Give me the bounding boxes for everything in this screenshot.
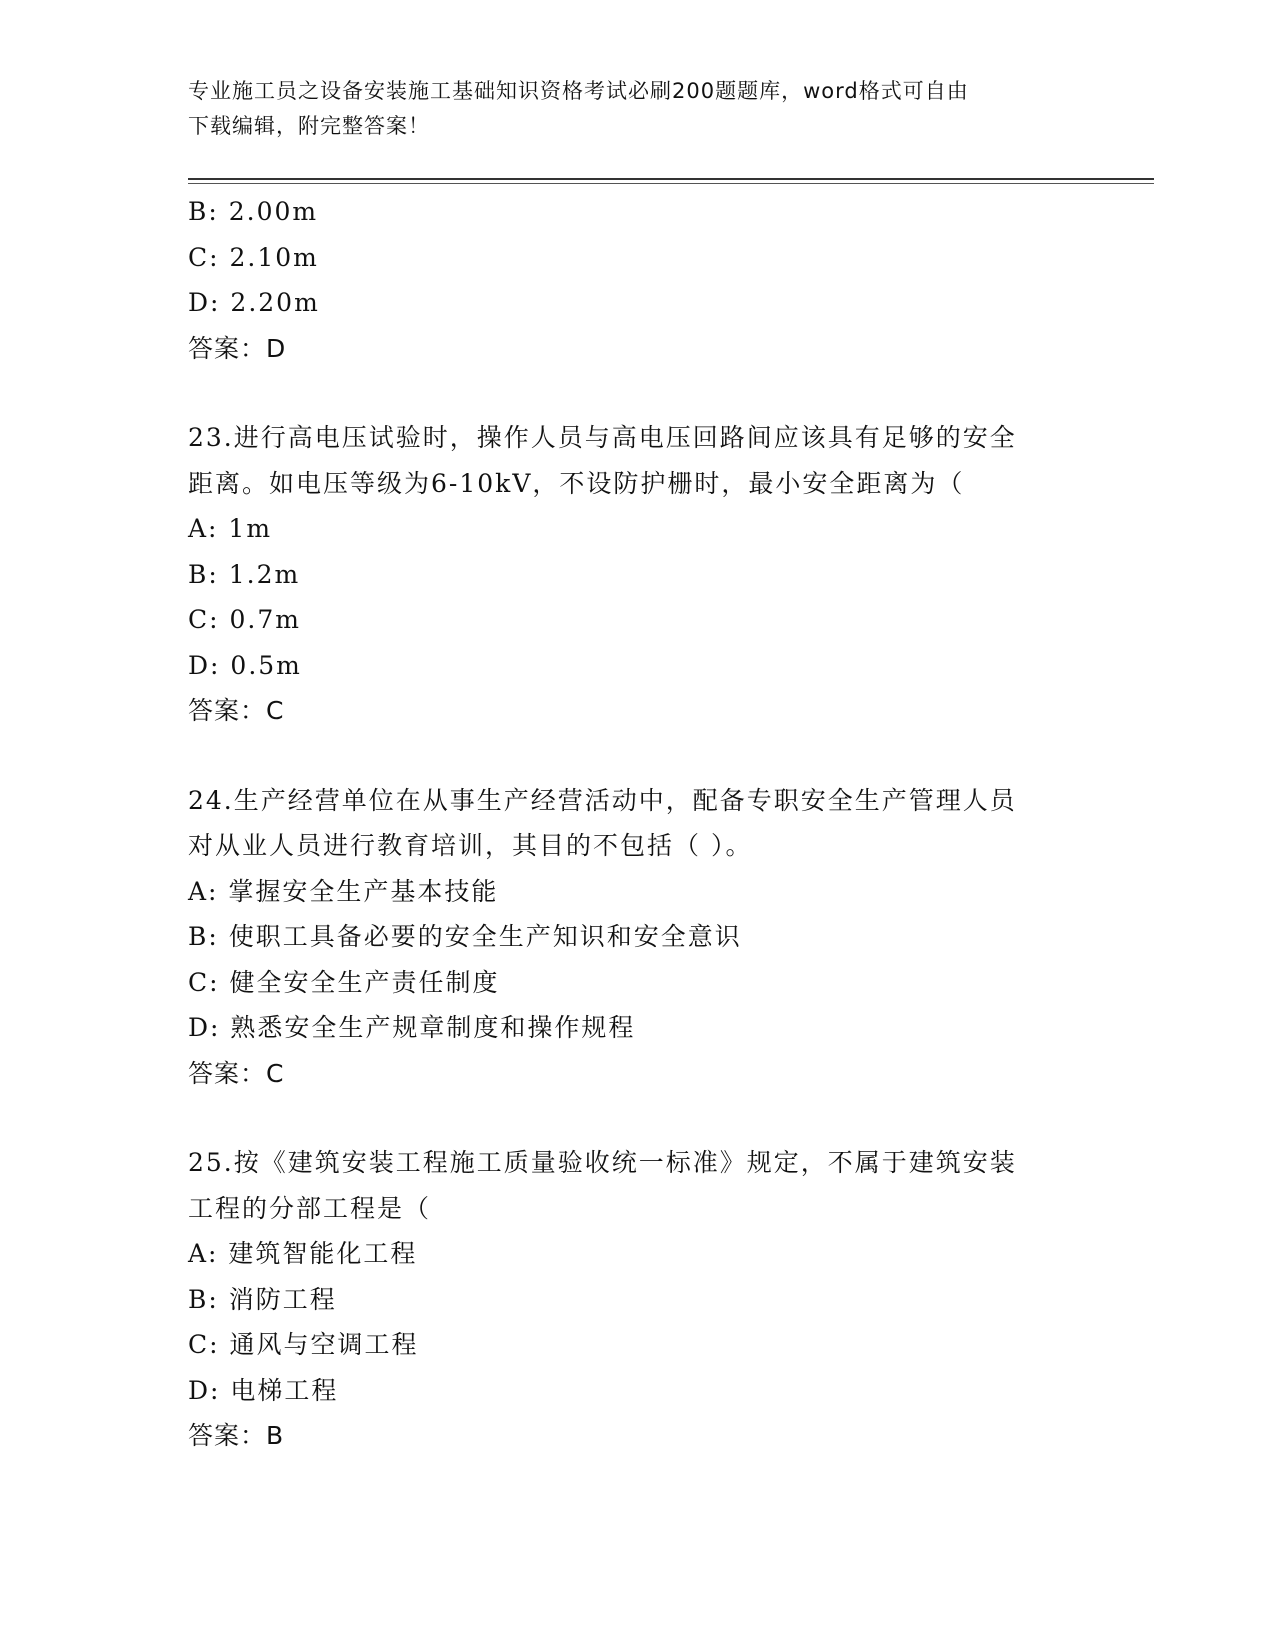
prev-question-tail bbox=[188, 189, 1088, 371]
question-text-line: 对从业人员进行教育培训，其目的不包括（ ）。 bbox=[188, 831, 753, 860]
header-divider bbox=[188, 178, 1154, 180]
option-b: B: 2.00m bbox=[188, 197, 319, 226]
option-a: A: 掌握安全生产基本技能 bbox=[188, 876, 499, 906]
question-23 bbox=[188, 415, 1088, 734]
option-b: B: 使职工具备必要的安全生产知识和安全意识 bbox=[188, 922, 742, 951]
option-d: D: 电梯工程 bbox=[188, 1375, 339, 1405]
option-a: A: 1m bbox=[188, 514, 273, 543]
question-24 bbox=[188, 778, 1088, 1097]
option-c: C: 0.7m bbox=[188, 605, 301, 634]
option-d: D: 熟悉安全生产规章制度和操作规程 bbox=[188, 1013, 636, 1042]
option-c: C: 健全安全生产责任制度 bbox=[188, 967, 500, 997]
option-d: D: 0.5m bbox=[188, 650, 302, 680]
header-divider-thin bbox=[188, 183, 1154, 184]
option-b: B: 消防工程 bbox=[188, 1284, 337, 1314]
option-b: B: 1.2m bbox=[188, 559, 301, 589]
document-header bbox=[188, 74, 1088, 144]
answer: 答案：C bbox=[188, 1058, 285, 1088]
question-25 bbox=[188, 1140, 1088, 1459]
question-text-line: 距离。如电压等级为6-10kV，不设防护栅时，最小安全距离为（ bbox=[188, 468, 965, 498]
option-c: C: 2.10m bbox=[188, 242, 319, 272]
answer: 答案：C bbox=[188, 696, 285, 725]
option-a: A: 建筑智能化工程 bbox=[188, 1239, 418, 1268]
question-text-line: 工程的分部工程是（ bbox=[188, 1193, 432, 1223]
answer: 答案：B bbox=[188, 1421, 285, 1450]
question-text-line: 25.按《建筑安装工程施工质量验收统一标准》规定，不属于建筑安装 bbox=[188, 1148, 1017, 1177]
answer: 答案：D bbox=[188, 333, 287, 363]
header-line-2: 下载编辑，附完整答案！ bbox=[188, 114, 430, 138]
option-c: C: 通风与空调工程 bbox=[188, 1330, 419, 1359]
question-text-line: 24.生产经营单位在从事生产经营活动中，配备专职安全生产管理人员 bbox=[188, 785, 1017, 815]
question-list bbox=[188, 189, 1088, 1459]
question-text-line: 23.进行高电压试验时，操作人员与高电压回路间应该具有足够的安全 bbox=[188, 423, 1017, 452]
header-line-1: 专业施工员之设备安装施工基础知识资格考试必刷200题题库，word格式可自由 bbox=[188, 79, 969, 103]
option-d: D: 2.20m bbox=[188, 288, 320, 317]
